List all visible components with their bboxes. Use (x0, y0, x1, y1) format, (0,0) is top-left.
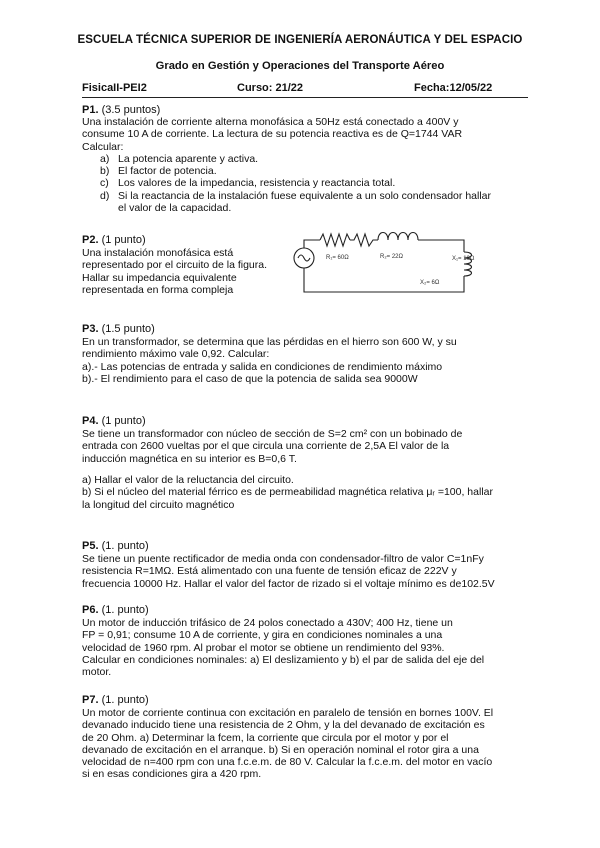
text-line: Una instalación monofásica está (82, 247, 234, 259)
text-line: devanado de excitación en el arranque. b) Si en operación nominal el rotor gira a una (82, 743, 479, 756)
text-line: consume 10 A de corriente. La lectura de su potencia reactiva es de Q=1744 VAR (82, 128, 463, 141)
problem-2-points: (1 punto) (101, 234, 146, 246)
list-item: b) El factor de potencia. (100, 165, 217, 178)
text-line: Se tiene un transformador con núcleo de sección de S=2 cm² con un bobinado de (82, 428, 463, 440)
text-line: a).- Las potencias de entrada y salida en condiciones de rendimiento máximo (82, 360, 443, 373)
text-line: En un transformador, se determina que las pérdidas en el hierro son 600 W, y su (82, 336, 457, 348)
subject-code: FisicaII-PEI2 (82, 82, 147, 94)
problem-4-questions (82, 474, 493, 511)
label-r1: R₁= 60Ω (326, 255, 349, 261)
text-line: velocidad de 1960 rpm. Al probar el motor se obtiene un rendimiento del 93%. (82, 641, 445, 654)
problem-1-points: (3.5 puntos) (101, 104, 161, 116)
problem-1-items (82, 153, 491, 214)
label-r2: R₂= 22Ω (380, 254, 403, 260)
problem-2-title (82, 234, 146, 246)
problem-7-number: P7. (82, 694, 99, 706)
problem-1-number: P1. (82, 104, 99, 116)
text-line: FP = 0,91; consume 10 A de corriente, y gira en condiciones nominales a una (82, 629, 443, 642)
text-line: la longitud del circuito magnético (82, 498, 235, 511)
problem-3-points: (1.5 punto) (101, 323, 155, 335)
resistor-r1 (320, 234, 350, 246)
list-item-continuation: el valor de la capacidad. (118, 202, 232, 215)
problem-6-title (82, 604, 149, 616)
problem-5-body (82, 553, 495, 590)
text-line: b) Si el núcleo del material férrico es de permeabilidad magnética relativa μᵣ =100, hallar (82, 486, 493, 499)
text-line: si en esas condiciones gira a 420 rpm. (82, 768, 262, 781)
inductor-top (378, 233, 418, 241)
problem-7-title (82, 694, 149, 706)
problem-6-number: P6. (82, 604, 99, 616)
text-line: frecuencia 10000 Hz. Hallar el valor del factor de rizado si el voltaje mínimo es de102.5V (82, 577, 495, 590)
text-line: Se tiene un puente rectificador de media onda con condensador-filtro de valor C=1nFy (82, 553, 484, 565)
problem-2-number: P2. (82, 234, 99, 246)
label-xl2: X₂= 6Ω (420, 280, 440, 286)
text-line: de 20 Ohm. a) Determinar la fcem, la corriente que circula por el motor y por el (82, 731, 449, 744)
problem-5-title (82, 540, 149, 552)
text-line: motor. (82, 666, 112, 679)
label-xl1: X₁= 10Ω (452, 256, 475, 262)
problem-6-points: (1. punto) (101, 604, 149, 616)
problem-1-title (82, 104, 160, 116)
text-line: Calcular en condiciones nominales: a) El deslizamiento y b) el par de salida del eje del (82, 653, 485, 666)
school-name: ESCUELA TÉCNICA SUPERIOR DE INGENIERÍA AERONÁUTICA Y DEL ESPACIO (77, 34, 523, 46)
text-line: Un motor de corriente continua con excitación en paralelo de tensión en bornes 100V. El (82, 707, 494, 719)
problem-4-body (82, 428, 462, 465)
text-line: representada en forma compleja (82, 283, 234, 296)
problem-3-body (82, 336, 457, 385)
circuit-diagram (292, 226, 492, 302)
problem-6-body (82, 617, 484, 678)
list-item: d) Si la reactancia de la instalación fuese equivalente a un solo condensador hallar (100, 189, 491, 202)
resistor-r2 (350, 234, 378, 246)
text-line: Hallar su impedancia equivalente (82, 271, 237, 284)
list-item: c) Los valores de la impedancia, resistencia y reactancia total. (100, 177, 396, 190)
text-line: Un motor de inducción trifásico de 24 polos conectado a 430V; 400 Hz, tiene un (82, 617, 453, 629)
text-line: representado por el circuito de la figura. (82, 259, 268, 272)
text-line: devanado inducido tiene una resistencia de 2 Ohm, y la del devanado de excitación es (82, 719, 485, 732)
text-line: inducción magnética en su interior es B=0,6 T. (82, 452, 297, 465)
text-line: Calcular: (82, 140, 124, 153)
problem-7-points: (1. punto) (101, 694, 149, 706)
problem-4-points: (1 punto) (101, 415, 146, 427)
wire-top-left (304, 240, 320, 248)
problem-5-number: P5. (82, 540, 99, 552)
text-line: b).- El rendimiento para el caso de que la potencia de salida sea 9000W (82, 372, 418, 385)
problem-5-points: (1. punto) (101, 540, 149, 552)
list-item: a) La potencia aparente y activa. (100, 152, 259, 165)
problem-1-body (82, 116, 491, 214)
course-year: Curso: 21/22 (237, 82, 304, 94)
text-line: rendimiento máximo vale 0,92. Calcular: (82, 348, 270, 361)
text-line: velocidad de n=400 rpm con una f.c.e.m. de 80 V. Calcular la f.c.e.m. del motor en vacío (82, 756, 493, 769)
problem-3-number: P3. (82, 323, 99, 335)
wire-bottom (304, 268, 464, 292)
text-line: a) Hallar el valor de la reluctancia del circuito. (82, 474, 294, 486)
wire-top-right (418, 240, 464, 252)
problem-4-number: P4. (82, 415, 99, 427)
problem-2-body (82, 247, 267, 296)
problem-7-body (82, 707, 493, 781)
text-line: resistencia R=1MΩ. Está alimentado con una fuente de tensión eficaz de 222V y (82, 565, 457, 578)
text-line: Una instalación de corriente alterna monofásica a 50Hz está conectado a 400V y (82, 116, 459, 128)
text-line: entrada con 2600 vueltas por el que circula una corriente de 2,5A El valor de la (82, 440, 450, 453)
problem-4-title (82, 415, 146, 427)
header-divider (82, 97, 528, 98)
degree-name: Grado en Gestión y Operaciones del Transporte Aéreo (155, 60, 445, 72)
problem-3-title (82, 323, 155, 335)
sine-symbol (298, 255, 310, 261)
exam-date: Fecha:12/05/22 (414, 82, 493, 94)
